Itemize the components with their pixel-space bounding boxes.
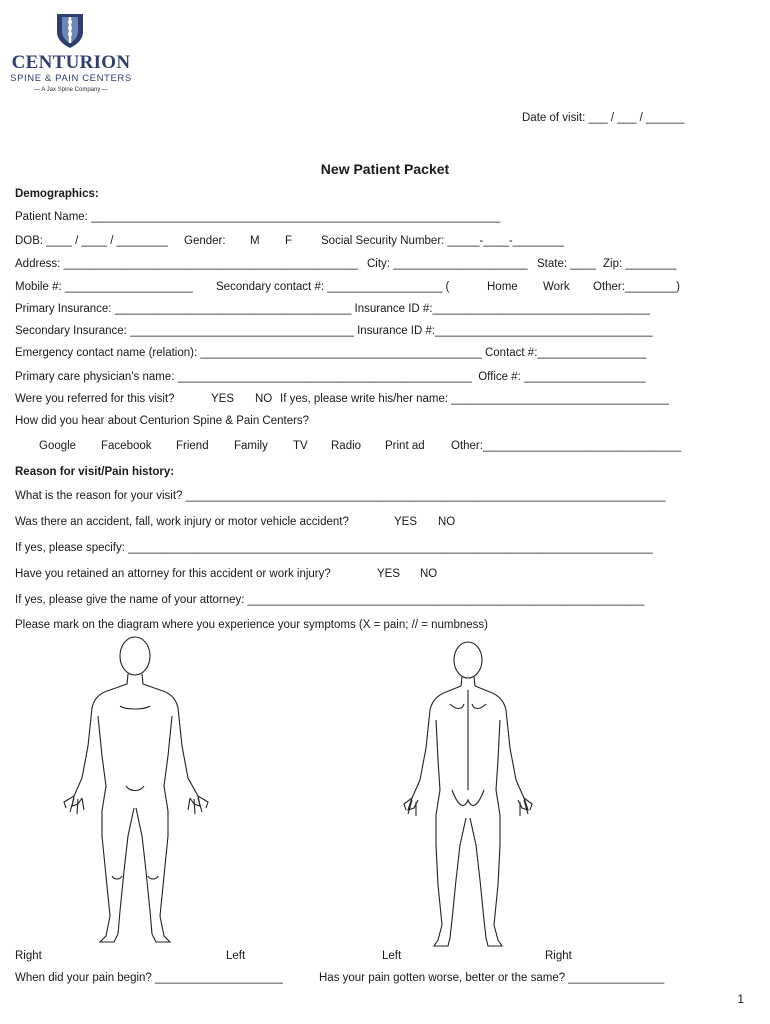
back-right-label: Right xyxy=(545,950,572,962)
accident-no-option[interactable]: NO xyxy=(438,516,456,528)
hear-option-family[interactable]: Family xyxy=(234,440,268,452)
logo-subtitle: SPINE & PAIN CENTERS xyxy=(10,73,132,84)
zip-field[interactable]: Zip: ________ xyxy=(603,258,677,270)
patient-name-field[interactable]: Patient Name: ________________________________________________________________ xyxy=(15,211,501,223)
referred-yes-option[interactable]: YES xyxy=(211,393,235,405)
gender-f-option[interactable]: F xyxy=(285,235,293,247)
gender-m-option[interactable]: M xyxy=(250,235,260,247)
front-right-label: Right xyxy=(15,950,42,962)
accident-specify-field[interactable]: If yes, please specify: __________________________________________________________________________________ xyxy=(15,542,653,554)
pain-change-field[interactable]: Has your pain gotten worse, better or the same? _______________ xyxy=(319,972,665,984)
hear-option-print-ad[interactable]: Print ad xyxy=(385,440,425,452)
phone-other-field[interactable]: Other:________) xyxy=(593,281,680,293)
phone-work-option[interactable]: Work xyxy=(543,281,570,293)
visit-reason-field[interactable]: What is the reason for your visit? ___________________________________________________________________________ xyxy=(15,490,666,502)
phone-home-option[interactable]: Home xyxy=(487,281,518,293)
shield-icon xyxy=(55,12,85,50)
centurion-logo xyxy=(10,12,132,94)
mobile-field[interactable]: Mobile #: ____________________ xyxy=(15,281,193,293)
hear-option-google[interactable]: Google xyxy=(39,440,77,452)
referred-question: Were you referred for this visit? xyxy=(15,393,175,405)
attorney-no-option[interactable]: NO xyxy=(420,568,438,580)
secondary-contact-field[interactable]: Secondary contact #: __________________ ( xyxy=(216,281,450,293)
secondary-insurance-field[interactable]: Secondary Insurance: ___________________________________ Insurance ID #:__________________________________ xyxy=(15,325,653,337)
primary-care-field[interactable]: Primary care physician's name: ______________________________________________ Office #: ___________________ xyxy=(15,371,646,383)
date-of-visit-field[interactable]: Date of visit: ___ / ___ / ______ xyxy=(522,112,685,124)
hear-option-friend[interactable]: Friend xyxy=(176,440,209,452)
diagram-instructions: Please mark on the diagram where you experience your symptoms (X = pain; // = numbness) xyxy=(15,619,489,631)
emergency-contact-field[interactable]: Emergency contact name (relation): ____________________________________________ Contact #:_________________ xyxy=(15,347,647,359)
demographics-heading: Demographics: xyxy=(15,188,99,200)
attorney-name-field[interactable]: If yes, please give the name of your attorney: ______________________________________________________________ xyxy=(15,594,645,606)
hear-option-facebook[interactable]: Facebook xyxy=(101,440,152,452)
accident-question: Was there an accident, fall, work injury or motor vehicle accident? xyxy=(15,516,349,528)
hear-option-other-field[interactable]: Other:_______________________________ xyxy=(451,440,682,452)
city-field[interactable]: City: _____________________ xyxy=(367,258,528,270)
pain-begin-field[interactable]: When did your pain begin? ____________________ xyxy=(15,972,283,984)
gender-label: Gender: xyxy=(184,235,226,247)
hear-about-question: How did you hear about Centurion Spine & Pain Centers? xyxy=(15,415,310,427)
back-left-label: Left xyxy=(382,950,402,962)
body-back-diagram[interactable] xyxy=(400,640,540,960)
referred-no-option[interactable]: NO xyxy=(255,393,273,405)
hear-option-tv[interactable]: TV xyxy=(293,440,308,452)
accident-yes-option[interactable]: YES xyxy=(394,516,418,528)
ssn-field[interactable]: Social Security Number: _____-____-________ xyxy=(321,235,564,247)
page-number: 1 xyxy=(737,992,744,1006)
body-front-diagram[interactable] xyxy=(40,636,220,956)
state-field[interactable]: State: ____ xyxy=(537,258,596,270)
reason-heading: Reason for visit/Pain history: xyxy=(15,466,175,478)
front-left-label: Left xyxy=(226,950,246,962)
attorney-yes-option[interactable]: YES xyxy=(377,568,401,580)
address-field[interactable]: Address: ______________________________________________ xyxy=(15,258,358,270)
primary-insurance-field[interactable]: Primary Insurance: _____________________________________ Insurance ID #:__________________________________ xyxy=(15,303,650,315)
hear-option-radio[interactable]: Radio xyxy=(331,440,362,452)
page-title: New Patient Packet xyxy=(320,161,450,177)
dob-field[interactable]: DOB: ____ / ____ / ________ xyxy=(15,235,168,247)
referrer-name-field[interactable]: If yes, please write his/her name: __________________________________ xyxy=(280,393,669,405)
logo-name: CENTURION xyxy=(11,52,131,73)
attorney-question: Have you retained an attorney for this accident or work injury? xyxy=(15,568,331,580)
logo-tagline: — A Jax Spine Company — xyxy=(33,87,109,93)
